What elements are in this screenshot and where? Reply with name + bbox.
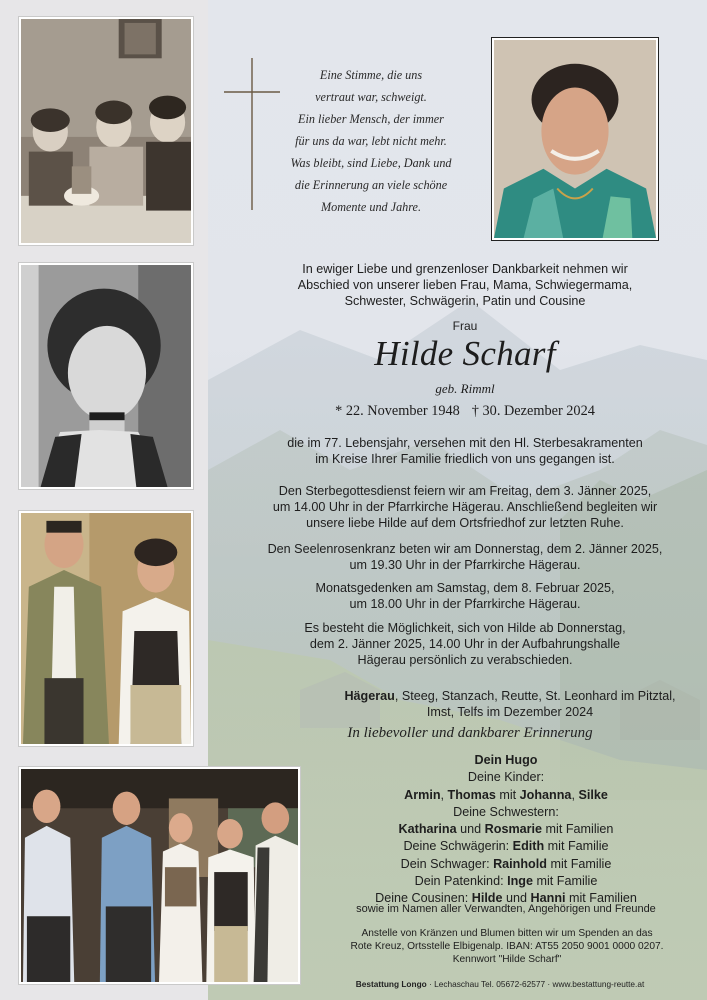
text-line: um 18.00 Uhr in der Pfarrkirche Hägerau. bbox=[349, 597, 581, 611]
portrait-photo-hilde bbox=[491, 37, 659, 241]
mourner-text: und bbox=[502, 891, 531, 906]
text-line: Hägerau persönlich zu verabschieden. bbox=[357, 653, 573, 667]
deceased-name: Hilde Scharf bbox=[374, 334, 556, 373]
mourner-line bbox=[306, 873, 706, 890]
text-line: Rote Kreuz, Ortsstelle Elbigenalp. IBAN: AT55 2050 9001 0000 0207. bbox=[350, 941, 664, 952]
text-line: Monatsgedenken am Samstag, dem 8. Februar 2025, bbox=[315, 581, 615, 595]
mourner-line bbox=[306, 787, 706, 804]
maiden-name: geb. Rimml bbox=[435, 381, 495, 396]
poem-line: Was bleibt, sind Liebe, Dank und bbox=[290, 156, 452, 170]
text-line: Kennwort "Hilde Scharf" bbox=[452, 954, 562, 965]
photo-family-group bbox=[19, 767, 300, 984]
place-line-2: Imst, Telfs im Dezember 2024 bbox=[426, 705, 594, 719]
mourner-name: Hanni bbox=[530, 891, 566, 906]
text-line: Den Sterbegottesdienst feiern wir am Freitag, dem 3. Jänner 2025, bbox=[278, 484, 652, 498]
text-line: Den Seelenrosenkranz beten wir am Donnerstag, dem 2. Jänner 2025, bbox=[267, 542, 663, 556]
place-bold: Hägerau bbox=[344, 689, 395, 703]
text-line: Anstelle von Kränzen und Blumen bitten wir um Spenden an das bbox=[361, 928, 653, 939]
mourner-line bbox=[306, 769, 706, 786]
photo-couple-traditional-dress bbox=[19, 511, 193, 746]
life-dates bbox=[240, 403, 690, 420]
mourner-line bbox=[306, 752, 706, 769]
poem-line: Momente und Jahre. bbox=[320, 200, 422, 214]
mourner-line bbox=[306, 838, 706, 855]
mourner-name: Rainhold bbox=[493, 856, 547, 871]
mourner-name: Edith bbox=[512, 839, 545, 854]
text-line: die im 77. Lebensjahr, versehen mit den Hl. Sterbesakramenten bbox=[287, 436, 643, 450]
poem-line: für uns da war, lebt nicht mehr. bbox=[295, 134, 447, 148]
mourners-list bbox=[306, 752, 706, 908]
mourner-text: Deine Schwestern: bbox=[453, 804, 559, 819]
text-line: Es besteht die Möglichkeit, sich von Hilde ab Donnerstag, bbox=[304, 621, 626, 635]
intro-line: Schwester, Schwägerin, Patin und Cousine bbox=[344, 294, 586, 308]
death-date: † 30. Dezember 2024 bbox=[471, 403, 595, 419]
viewing-text bbox=[235, 620, 695, 668]
mourner-text: Dein Schwager: bbox=[400, 856, 494, 871]
donation-note bbox=[312, 927, 702, 966]
intro-text bbox=[240, 261, 690, 309]
text-line: dem 2. Jänner 2025, 14.00 Uhr in der Aufbahrungshalle bbox=[309, 637, 621, 651]
place-rest: , Steeg, Stanzach, Reutte, St. Leonhard im Pitztal, bbox=[394, 689, 676, 703]
mourner-text: mit Familien bbox=[542, 822, 614, 837]
mourner-name: Inge bbox=[507, 874, 533, 889]
mourner-text: Dein Patenkind: bbox=[414, 874, 508, 889]
poem bbox=[286, 64, 456, 218]
mourner-text: , bbox=[571, 787, 579, 802]
mourner-line bbox=[306, 804, 706, 821]
mourner-text: mit Familie bbox=[546, 856, 612, 871]
monthly-memorial-text bbox=[235, 580, 695, 612]
mourner-name: Armin bbox=[404, 787, 441, 802]
funeral-service-text bbox=[235, 483, 695, 531]
text-line: um 14.00 Uhr in der Pfarrkirche Hägerau. Anschließend begleiten wir bbox=[272, 500, 658, 514]
rosary-text bbox=[235, 541, 695, 573]
salutation: Frau bbox=[452, 319, 478, 333]
photo-young-woman-portrait bbox=[19, 263, 193, 489]
mourner-text: mit Familie bbox=[532, 874, 598, 889]
poem-line: Ein lieber Mensch, der immer bbox=[298, 112, 444, 126]
mourner-text: und bbox=[456, 822, 485, 837]
mourner-name: Johanna bbox=[519, 787, 572, 802]
mourner-name: Rosmarie bbox=[484, 822, 543, 837]
mourner-text: Deine Schwägerin: bbox=[403, 839, 513, 854]
poem-line: vertraut war, schweigt. bbox=[315, 90, 427, 104]
poem-line: Eine Stimme, die uns bbox=[319, 68, 423, 82]
text-line: im Kreise Ihrer Familie friedlich von uns gegangen ist. bbox=[315, 452, 615, 466]
funeral-home-contact: · Lechaschau Tel. 05672-62577 · www.bestattung-reutte.at bbox=[426, 979, 645, 989]
cross-icon bbox=[224, 58, 280, 210]
mourner-name: Dein Hugo bbox=[474, 753, 538, 767]
mourner-name: Thomas bbox=[447, 787, 496, 802]
mourner-line bbox=[306, 821, 706, 838]
poem-line: die Erinnerung an viele schöne bbox=[294, 178, 448, 192]
place-and-date bbox=[300, 688, 707, 720]
funeral-home-footer bbox=[300, 979, 700, 989]
mourner-text: mit bbox=[495, 787, 520, 802]
relatives-note: sowie im Namen aller Verwandten, Angehörigen und Freunde bbox=[356, 903, 656, 915]
intro-line: In ewiger Liebe und grenzenloser Dankbarkeit nehmen wir bbox=[302, 262, 628, 276]
death-notice-text bbox=[235, 435, 695, 467]
funeral-home-name: Bestattung Longo bbox=[355, 979, 427, 989]
text-line: unsere liebe Hilde auf dem Ortsfriedhof zur letzten Ruhe. bbox=[306, 516, 624, 530]
photo-three-girls-at-table bbox=[19, 17, 193, 245]
mourner-text: Deine Cousinen: bbox=[375, 891, 472, 906]
mourner-text: Deine Kinder: bbox=[467, 770, 545, 785]
mourner-name: Silke bbox=[578, 787, 608, 802]
intro-line: Abschied von unserer lieben Frau, Mama, Schwiegermama, bbox=[297, 278, 633, 292]
mourner-name: Katharina bbox=[398, 822, 457, 837]
birth-date: * 22. November 1948 bbox=[335, 403, 460, 419]
text-line: um 19.30 Uhr in der Pfarrkirche Hägerau. bbox=[349, 558, 581, 572]
mourner-text: mit Familie bbox=[544, 839, 609, 854]
mourner-name: Hilde bbox=[471, 891, 503, 906]
mourner-text: , bbox=[440, 787, 448, 802]
mourner-text: mit Familien bbox=[565, 891, 637, 906]
mourner-line bbox=[306, 856, 706, 873]
remembrance-heading: In liebevoller und dankbarer Erinnerung bbox=[347, 725, 593, 741]
